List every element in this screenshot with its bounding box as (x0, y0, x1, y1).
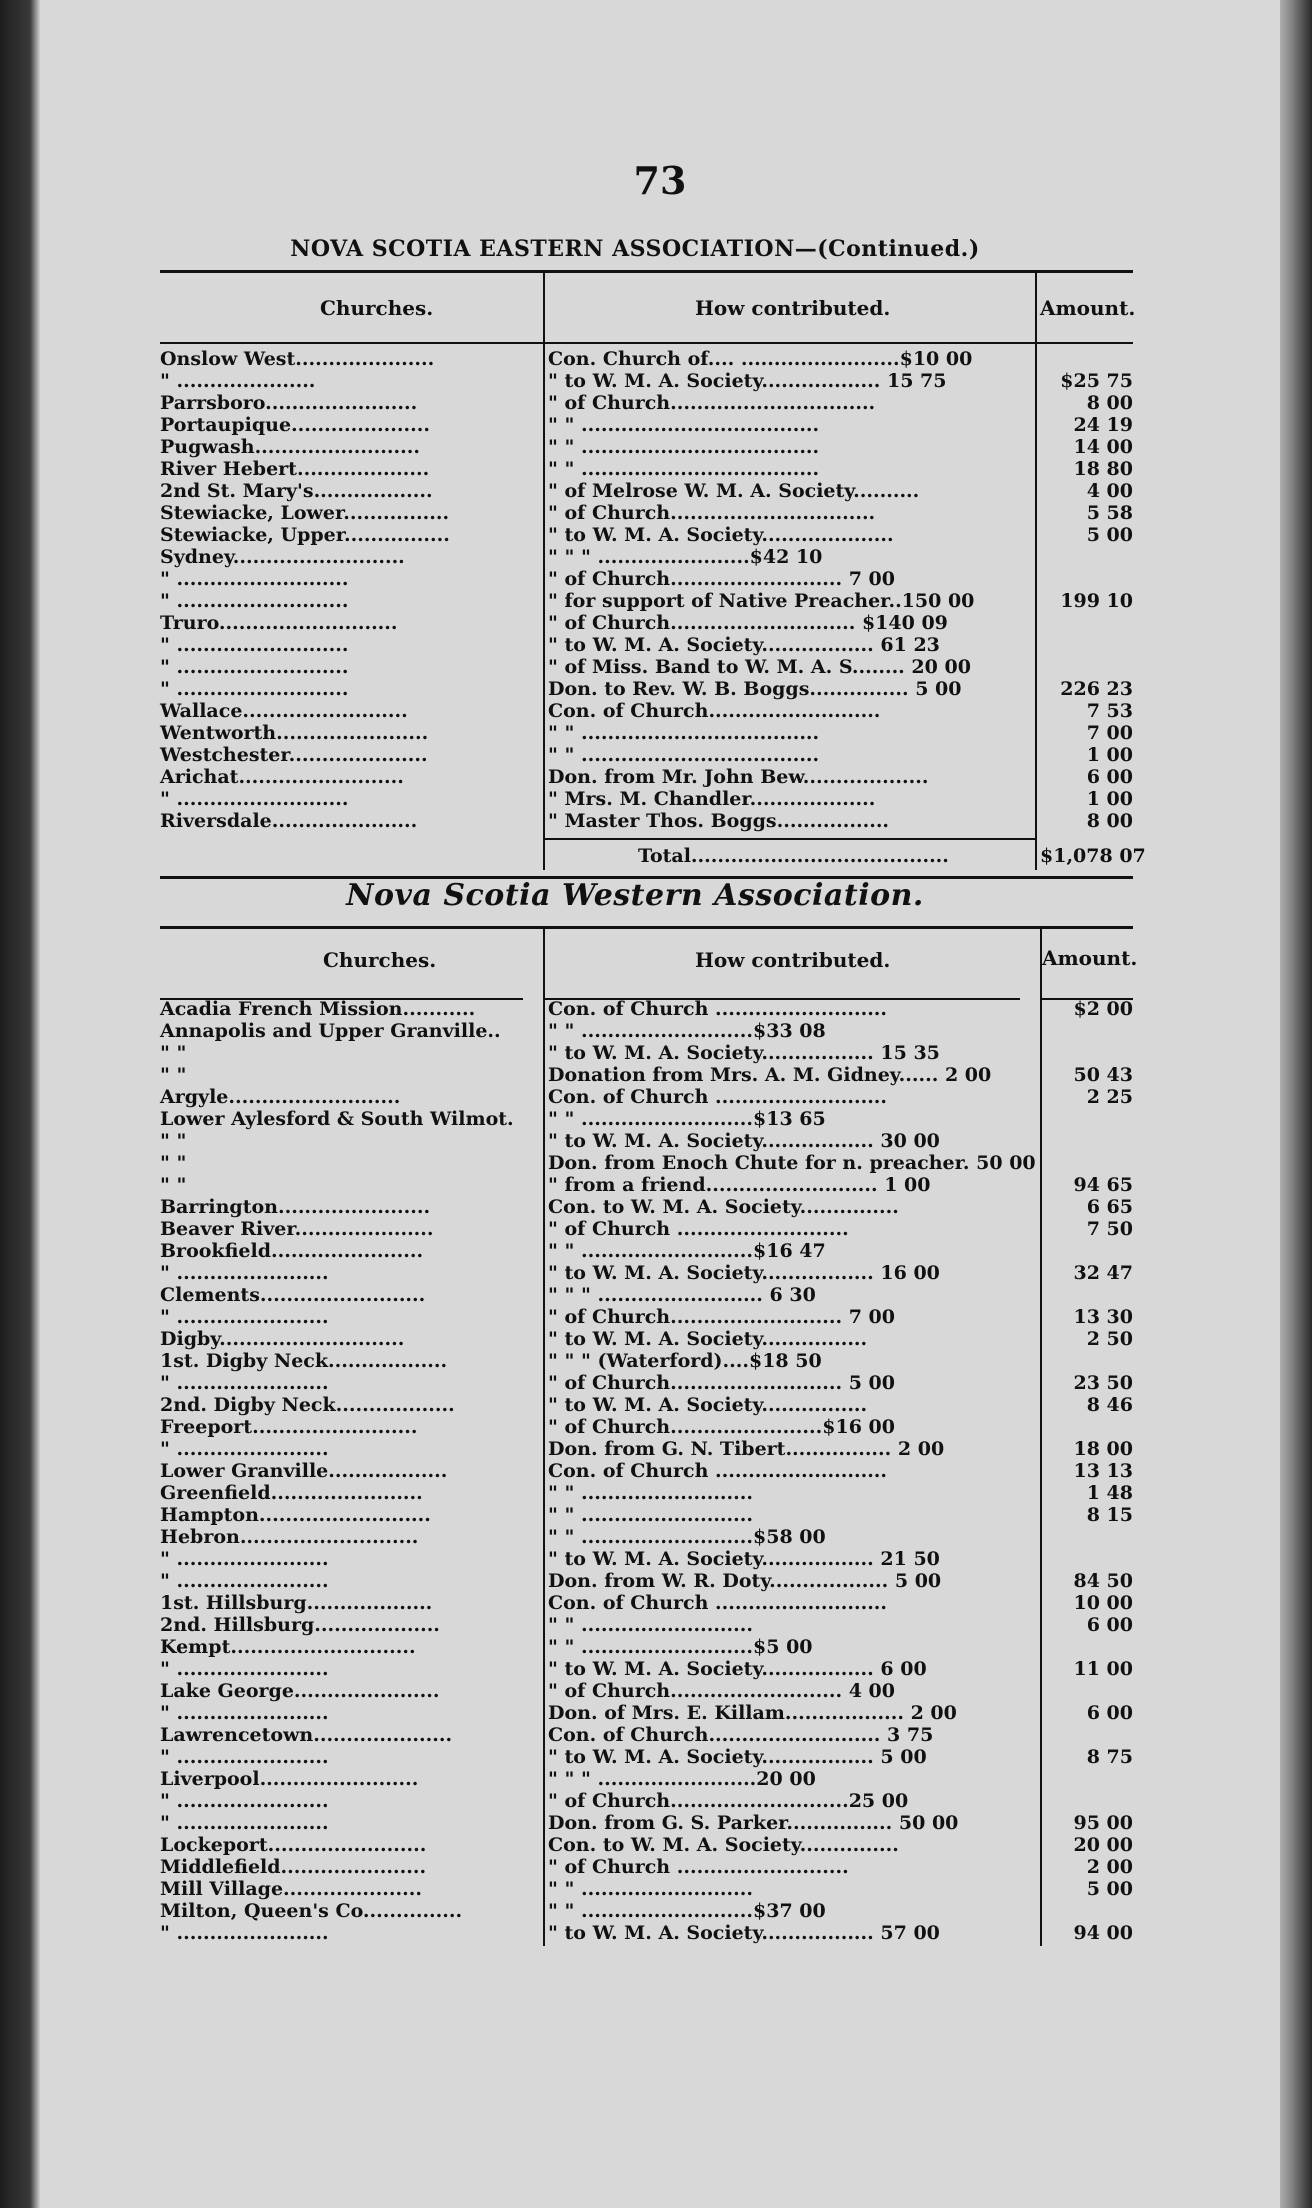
eastern-church-cell: Riversdale...................... (160, 810, 418, 832)
eastern-how-cell: " " .................................... (548, 722, 820, 744)
western-how-cell: Don. from Enoch Chute for n. preacher. 50 00 (548, 1152, 1036, 1174)
western-church-cell: Liverpool........................ (160, 1768, 419, 1790)
western-row (160, 1240, 1133, 1262)
eastern-how-cell: Con. Church of.... ........................$10 00 (548, 348, 973, 370)
western-row (160, 1812, 1133, 1834)
western-row (160, 1680, 1133, 1702)
western-row (160, 1548, 1133, 1570)
western-church-cell: " ....................... (160, 1702, 329, 1724)
western-row (160, 1350, 1133, 1372)
eastern-how-cell: " of Church............................... (548, 502, 876, 524)
western-how-cell: " " " (Waterford)....$18 50 (548, 1350, 822, 1372)
western-how-cell: " of Church .......................... (548, 1856, 849, 1878)
western-amount-cell: 2 50 (1086, 1328, 1133, 1350)
western-church-cell: " ....................... (160, 1922, 329, 1944)
eastern-how-cell: " of Church.......................... 7 00 (548, 568, 895, 590)
western-church-cell: Barrington....................... (160, 1196, 431, 1218)
western-church-cell: Beaver River..................... (160, 1218, 434, 1240)
western-church-cell: Clements......................... (160, 1284, 426, 1306)
eastern-church-cell: Wentworth....................... (160, 722, 429, 744)
eastern-how-cell: " of Melrose W. M. A. Society.......... (548, 480, 920, 502)
eastern-church-cell: Sydney.......................... (160, 546, 405, 568)
eastern-row (160, 502, 1133, 524)
western-how-cell: Con. to W. M. A. Society............... (548, 1834, 899, 1856)
western-amount-cell: 13 30 (1073, 1306, 1133, 1328)
western-row (160, 1504, 1133, 1526)
western-church-cell: Lower Aylesford & South Wilmot. (160, 1108, 514, 1130)
eastern-amount-cell: 6 00 (1086, 766, 1133, 788)
eastern-row (160, 700, 1133, 722)
western-how-cell: " " .......................... (548, 1614, 754, 1636)
western-amount-cell: 10 00 (1073, 1592, 1133, 1614)
western-church-cell: " ....................... (160, 1570, 329, 1592)
western-church-cell: " " (160, 1130, 187, 1152)
western-how-cell: " to W. M. A. Society................. 21 50 (548, 1548, 940, 1570)
western-how-cell: Con. of Church .......................... (548, 998, 888, 1020)
eastern-row (160, 568, 1133, 590)
eastern-row (160, 744, 1133, 766)
western-how-cell: Don. of Mrs. E. Killam.................. 2 00 (548, 1702, 957, 1724)
western-church-cell: " " (160, 1152, 187, 1174)
western-church-cell: " ....................... (160, 1812, 329, 1834)
western-amount-cell: 20 00 (1073, 1834, 1133, 1856)
eastern-how-cell: " for support of Native Preacher..150 00 (548, 590, 975, 612)
western-row (160, 1394, 1133, 1416)
western-church-cell: " ....................... (160, 1372, 329, 1394)
western-how-cell: Don. from G. S. Parker................ 50 00 (548, 1812, 959, 1834)
eastern-amount-cell: 226 23 (1060, 678, 1133, 700)
eastern-amount-cell: 5 00 (1086, 524, 1133, 546)
eastern-how-cell: " to W. M. A. Society................. 61 23 (548, 634, 940, 656)
western-church-cell: " ....................... (160, 1790, 329, 1812)
western-how-cell: " " ..........................$5 00 (548, 1636, 813, 1658)
western-how-cell: " to W. M. A. Society................. 57 00 (548, 1922, 940, 1944)
western-church-cell: Kempt............................ (160, 1636, 416, 1658)
eastern-row (160, 480, 1133, 502)
western-church-cell: 2nd. Digby Neck.................. (160, 1394, 455, 1416)
eastern-row (160, 436, 1133, 458)
eastern-how-cell: " Mrs. M. Chandler................... (548, 788, 876, 810)
western-church-cell: " ....................... (160, 1438, 329, 1460)
western-church-cell: Freeport......................... (160, 1416, 418, 1438)
western-church-cell: Digby............................ (160, 1328, 405, 1350)
western-amount-cell: 94 65 (1073, 1174, 1133, 1196)
eastern-church-cell: " ..................... (160, 370, 316, 392)
western-how-cell: " " " ........................20 00 (548, 1768, 816, 1790)
western-col-churches: Churches. (323, 948, 437, 972)
eastern-how-cell: " " .................................... (548, 744, 820, 766)
eastern-row (160, 634, 1133, 656)
eastern-heading: NOVA SCOTIA EASTERN ASSOCIATION—(Continued.) (290, 236, 980, 262)
western-church-cell: Middlefield...................... (160, 1856, 427, 1878)
western-church-cell: " ....................... (160, 1548, 329, 1570)
eastern-church-cell: 2nd St. Mary's.................. (160, 480, 433, 502)
western-how-cell: " " .......................... (548, 1878, 754, 1900)
western-how-cell: " to W. M. A. Society................ (548, 1394, 868, 1416)
western-row (160, 1328, 1133, 1350)
western-row (160, 1262, 1133, 1284)
eastern-church-cell: Westchester..................... (160, 744, 428, 766)
western-amount-cell: 23 50 (1073, 1372, 1133, 1394)
eastern-row (160, 392, 1133, 414)
western-row (160, 1372, 1133, 1394)
eastern-church-cell: Onslow West..................... (160, 348, 435, 370)
eastern-church-cell: " .......................... (160, 568, 349, 590)
eastern-church-cell: Wallace......................... (160, 700, 408, 722)
eastern-how-cell: " of Miss. Band to W. M. A. S........ 20 00 (548, 656, 971, 678)
western-how-cell: " " ..........................$13 65 (548, 1108, 826, 1130)
western-church-cell: Acadia French Mission........... (160, 998, 476, 1020)
eastern-amount-cell: 7 53 (1086, 700, 1133, 722)
page-number: 73 (633, 158, 687, 203)
western-church-cell: Lake George...................... (160, 1680, 440, 1702)
eastern-table (160, 272, 1146, 872)
western-church-cell: Hampton.......................... (160, 1504, 431, 1526)
eastern-church-cell: Truro........................... (160, 612, 398, 634)
eastern-row (160, 678, 1133, 700)
western-amount-cell: 1 48 (1086, 1482, 1133, 1504)
western-amount-cell: 8 75 (1086, 1746, 1133, 1768)
western-how-cell: Con. of Church .......................... (548, 1592, 888, 1614)
western-row (160, 1790, 1133, 1812)
western-church-cell: Milton, Queen's Co............... (160, 1900, 463, 1922)
western-row (160, 1174, 1133, 1196)
western-amount-cell: 6 00 (1086, 1702, 1133, 1724)
eastern-how-cell: " to W. M. A. Society.................... (548, 524, 894, 546)
western-church-cell: " ....................... (160, 1746, 329, 1768)
western-church-cell: Lower Granville.................. (160, 1460, 448, 1482)
western-how-cell: Don. from W. R. Doty.................. 5 00 (548, 1570, 942, 1592)
western-how-cell: " " ..........................$33 08 (548, 1020, 826, 1042)
eastern-amount-cell: 8 00 (1086, 392, 1133, 414)
western-church-cell: Hebron........................... (160, 1526, 419, 1548)
western-row (160, 1922, 1133, 1944)
eastern-how-cell: " " .................................... (548, 458, 820, 480)
western-row (160, 1020, 1133, 1042)
western-row (160, 1702, 1133, 1724)
western-amount-cell: 2 00 (1086, 1856, 1133, 1878)
western-row (160, 1108, 1133, 1130)
western-church-cell: Brookfield....................... (160, 1240, 424, 1262)
western-church-cell: Argyle.......................... (160, 1086, 401, 1108)
western-amount-cell: 18 00 (1073, 1438, 1133, 1460)
western-amount-cell: 84 50 (1073, 1570, 1133, 1592)
western-how-cell: " from a friend.......................... 1 00 (548, 1174, 931, 1196)
eastern-col-how: How contributed. (695, 296, 891, 320)
western-how-cell: Con. of Church .......................... (548, 1460, 888, 1482)
eastern-church-cell: " .......................... (160, 656, 349, 678)
western-row (160, 1086, 1133, 1108)
western-col-amount: Amount. (1042, 946, 1138, 970)
western-row (160, 1284, 1133, 1306)
western-church-cell: 1st. Digby Neck.................. (160, 1350, 448, 1372)
western-table (160, 928, 1138, 1948)
eastern-row (160, 590, 1133, 612)
western-how-cell: " to W. M. A. Society................. 5 00 (548, 1746, 927, 1768)
western-row (160, 1460, 1133, 1482)
eastern-header-rule-2 (545, 342, 1035, 344)
western-how-cell: Don. from G. N. Tibert................ 2 00 (548, 1438, 945, 1460)
western-row (160, 1482, 1133, 1504)
western-heading: Nova Scotia Western Association. (346, 878, 924, 913)
western-church-cell: 1st. Hillsburg................... (160, 1592, 433, 1614)
ledger-page (40, 0, 1280, 2208)
eastern-church-cell: Pugwash......................... (160, 436, 420, 458)
western-how-cell: " " .......................... (548, 1504, 754, 1526)
western-church-cell: Lawrencetown..................... (160, 1724, 453, 1746)
western-row (160, 1724, 1133, 1746)
western-how-cell: Con. of Church.......................... 3 75 (548, 1724, 934, 1746)
eastern-row (160, 414, 1133, 436)
western-row (160, 1152, 1133, 1174)
western-amount-cell: 11 00 (1073, 1658, 1133, 1680)
western-row (160, 998, 1133, 1020)
western-row (160, 1636, 1133, 1658)
eastern-amount-cell: 8 00 (1086, 810, 1133, 832)
western-row (160, 1768, 1133, 1790)
western-row (160, 1856, 1133, 1878)
western-how-cell: " " ..........................$16 47 (548, 1240, 826, 1262)
eastern-church-cell: Arichat......................... (160, 766, 404, 788)
eastern-row (160, 458, 1133, 480)
western-row (160, 1614, 1133, 1636)
western-how-cell: " of Church...........................25 00 (548, 1790, 909, 1812)
western-how-cell: " " ..........................$58 00 (548, 1526, 826, 1548)
western-church-cell: " ....................... (160, 1306, 329, 1328)
eastern-how-cell: " " .................................... (548, 414, 820, 436)
eastern-row (160, 370, 1133, 392)
western-row (160, 1306, 1133, 1328)
western-amount-cell: 94 00 (1073, 1922, 1133, 1944)
western-how-cell: " to W. M. A. Society................. 16 00 (548, 1262, 940, 1284)
eastern-amount-cell: 14 00 (1073, 436, 1133, 458)
eastern-row (160, 766, 1133, 788)
eastern-how-cell: " of Church............................ $140 09 (548, 612, 948, 634)
western-row (160, 1416, 1133, 1438)
western-church-cell: " " (160, 1042, 187, 1064)
western-church-cell: Mill Village..................... (160, 1878, 422, 1900)
western-church-cell: " " (160, 1174, 187, 1196)
eastern-amount-cell: 18 80 (1073, 458, 1133, 480)
western-row (160, 1658, 1133, 1680)
western-how-cell: " " ..........................$37 00 (548, 1900, 826, 1922)
eastern-amount-cell: 1 00 (1086, 744, 1133, 766)
western-how-cell: " " .......................... (548, 1482, 754, 1504)
western-amount-cell: 6 65 (1086, 1196, 1133, 1218)
eastern-amount-cell: 5 58 (1086, 502, 1133, 524)
eastern-amount-cell: 4 00 (1086, 480, 1133, 502)
western-row (160, 1218, 1133, 1240)
western-row (160, 1438, 1133, 1460)
eastern-church-cell: River Hebert.................... (160, 458, 430, 480)
eastern-total-rule (545, 838, 1035, 840)
eastern-how-cell: " to W. M. A. Society.................. 15 75 (548, 370, 947, 392)
eastern-church-cell: " .......................... (160, 590, 349, 612)
western-amount-cell: 5 00 (1086, 1878, 1133, 1900)
eastern-church-cell: Stewiacke, Lower................ (160, 502, 450, 524)
western-how-cell: " to W. M. A. Society................. 6 00 (548, 1658, 927, 1680)
western-row (160, 1526, 1133, 1548)
western-how-cell: " " " ......................... 6 30 (548, 1284, 816, 1306)
western-church-cell: " ....................... (160, 1658, 329, 1680)
western-row (160, 1042, 1133, 1064)
eastern-amount-cell: 1 00 (1086, 788, 1133, 810)
western-row (160, 1570, 1133, 1592)
western-church-cell: Lockeport........................ (160, 1834, 427, 1856)
eastern-header-rule-1 (160, 342, 543, 344)
western-amount-cell: 50 43 (1073, 1064, 1133, 1086)
eastern-church-cell: " .......................... (160, 634, 349, 656)
eastern-church-cell: Portaupique..................... (160, 414, 430, 436)
western-amount-cell: 8 15 (1086, 1504, 1133, 1526)
eastern-amount-cell: $25 75 (1060, 370, 1133, 392)
eastern-church-cell: " .......................... (160, 788, 349, 810)
western-how-cell: " to W. M. A. Society................ (548, 1328, 868, 1350)
western-how-cell: " to W. M. A. Society................. 15 35 (548, 1042, 940, 1064)
eastern-total-label: Total....................................... (638, 845, 949, 867)
western-church-cell: 2nd. Hillsburg................... (160, 1614, 440, 1636)
western-amount-cell: 32 47 (1073, 1262, 1133, 1284)
western-how-cell: Donation from Mrs. A. M. Gidney...... 2 00 (548, 1064, 992, 1086)
western-amount-cell: 13 13 (1073, 1460, 1133, 1482)
eastern-header-rule-3 (1037, 342, 1133, 344)
western-church-cell: " ....................... (160, 1262, 329, 1284)
western-amount-cell: 8 46 (1086, 1394, 1133, 1416)
eastern-how-cell: Con. of Church.......................... (548, 700, 881, 722)
western-how-cell: " of Church.......................... 4 00 (548, 1680, 895, 1702)
eastern-row (160, 810, 1133, 832)
eastern-col-amount: Amount. (1040, 296, 1136, 320)
eastern-col-churches: Churches. (320, 296, 434, 320)
western-how-cell: Con. of Church .......................... (548, 1086, 888, 1108)
eastern-row (160, 722, 1133, 744)
western-row (160, 1196, 1133, 1218)
western-row (160, 1834, 1133, 1856)
eastern-row (160, 612, 1133, 634)
eastern-row (160, 656, 1133, 678)
western-how-cell: " of Church.......................... 5 00 (548, 1372, 895, 1394)
eastern-amount-cell: 24 19 (1073, 414, 1133, 436)
western-amount-cell: 6 00 (1086, 1614, 1133, 1636)
eastern-amount-cell: 199 10 (1060, 590, 1133, 612)
eastern-row (160, 524, 1133, 546)
western-row (160, 1064, 1133, 1086)
western-row (160, 1900, 1133, 1922)
western-row (160, 1746, 1133, 1768)
eastern-total-row (160, 845, 1146, 867)
western-church-cell: " " (160, 1064, 187, 1086)
western-amount-cell: 2 25 (1086, 1086, 1133, 1108)
western-church-cell: Annapolis and Upper Granville.. (160, 1020, 501, 1042)
western-col-how: How contributed. (695, 948, 891, 972)
eastern-how-cell: " " .................................... (548, 436, 820, 458)
western-row (160, 1592, 1133, 1614)
eastern-church-cell: Parrsboro....................... (160, 392, 418, 414)
western-amount-cell: $2 00 (1073, 998, 1133, 1020)
eastern-how-cell: " of Church............................... (548, 392, 876, 414)
eastern-how-cell: " Master Thos. Boggs................. (548, 810, 890, 832)
western-row (160, 1130, 1133, 1152)
western-amount-cell: 7 50 (1086, 1218, 1133, 1240)
eastern-total-amount: $1,078 07 (1040, 845, 1146, 867)
eastern-row (160, 788, 1133, 810)
western-row (160, 1878, 1133, 1900)
eastern-row (160, 348, 1133, 370)
eastern-church-cell: Stewiacke, Upper................ (160, 524, 450, 546)
eastern-how-cell: " " " .......................$42 10 (548, 546, 823, 568)
western-how-cell: " of Church.......................... 7 00 (548, 1306, 895, 1328)
western-how-cell: " to W. M. A. Society................. 30 00 (548, 1130, 940, 1152)
eastern-how-cell: Don. to Rev. W. B. Boggs............... 5 00 (548, 678, 962, 700)
western-how-cell: " of Church .......................... (548, 1218, 849, 1240)
eastern-church-cell: " .......................... (160, 678, 349, 700)
eastern-amount-cell: 7 00 (1086, 722, 1133, 744)
western-amount-cell: 95 00 (1073, 1812, 1133, 1834)
western-how-cell: " of Church.......................$16 00 (548, 1416, 895, 1438)
eastern-how-cell: Don. from Mr. John Bew................... (548, 766, 929, 788)
western-how-cell: Con. to W. M. A. Society............... (548, 1196, 899, 1218)
western-church-cell: Greenfield....................... (160, 1482, 423, 1504)
eastern-row (160, 546, 1133, 568)
